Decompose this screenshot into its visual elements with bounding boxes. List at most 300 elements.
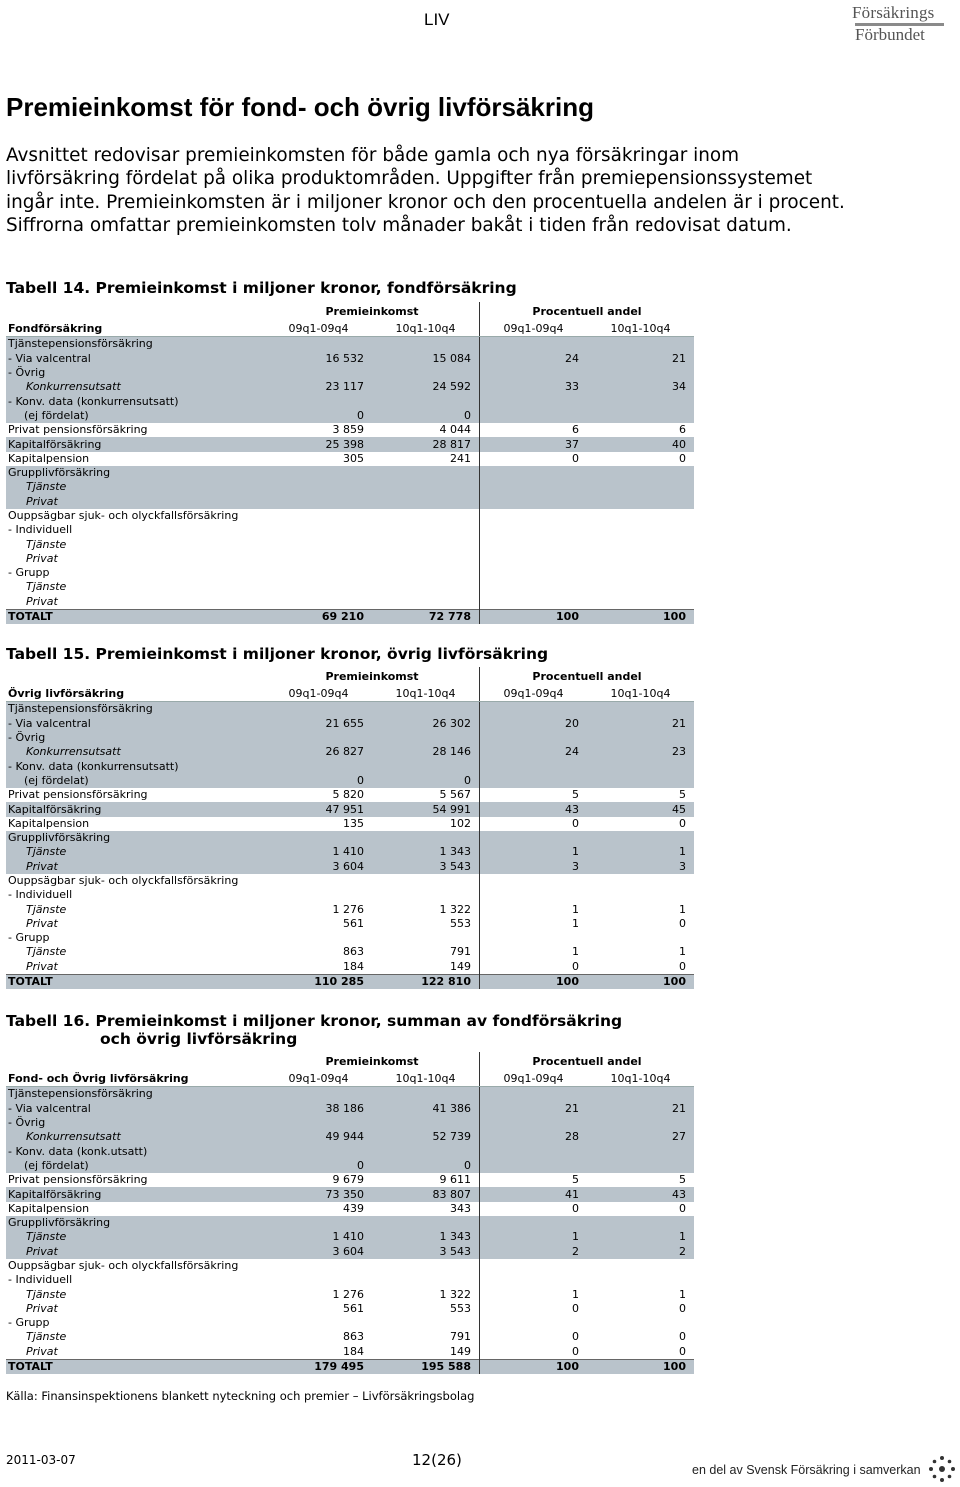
cell-value <box>372 480 480 494</box>
table-15-title: Tabell 15. Premieinkomst i miljoner kronor, övrig livförsäkring <box>6 645 549 663</box>
row-label: Tjänste <box>6 480 265 494</box>
table-row <box>6 409 694 423</box>
cell-value: 0 <box>265 774 372 788</box>
total-row <box>6 609 694 624</box>
cell-value: 21 <box>587 352 694 366</box>
cell-value <box>372 1144 480 1158</box>
cell-value: 20 <box>480 717 588 731</box>
cell-value <box>372 759 480 773</box>
cell-value <box>480 580 588 594</box>
intro-paragraph: Avsnittet redovisar premieinkomsten för både gamla och nya försäkringar inom livförsäkring fördelat på olika produktområden. Uppgifter från premiepensionssystemet ingår inte. Premieinkomsten är i miljoner kronor och den procentuella andelen är i procent. Siffrorna omfattar premieinkomsten tolv månader bakåt i tiden från redovisat datum. <box>6 145 845 236</box>
header-group-row <box>6 302 694 322</box>
cell-value <box>265 931 372 945</box>
cell-value: 3 543 <box>372 1245 480 1259</box>
cell-value: 561 <box>343 1301 364 1315</box>
cell-value: 0 <box>679 959 686 973</box>
table-row <box>6 366 694 380</box>
cell-value <box>265 552 372 566</box>
cell-value: 1 <box>572 916 579 930</box>
period-header: 10q1-10q4 <box>372 1072 480 1087</box>
row-label: Privat <box>26 1301 58 1315</box>
cell-value: 23 <box>587 745 694 759</box>
cell-value <box>372 595 480 610</box>
table-row <box>6 1302 694 1316</box>
table-16-title: Tabell 16. Premieinkomst i miljoner kronor, summan av fondförsäkring <box>6 1012 623 1030</box>
cell-value <box>480 702 588 717</box>
total-row <box>6 974 694 989</box>
cell-value: 135 <box>343 816 364 830</box>
cell-value <box>372 874 480 888</box>
first-column-header: Fond- och Övrig livförsäkring <box>6 1072 265 1087</box>
cell-value: 38 186 <box>265 1102 372 1116</box>
cell-value: 2 <box>587 1245 694 1259</box>
procentuell-andel-group-header: Procentuell andel <box>532 670 642 683</box>
row-label: - Individuell <box>8 523 73 537</box>
cell-value: 3 604 <box>265 1245 372 1259</box>
table-row <box>6 1330 694 1344</box>
table-row <box>6 480 694 494</box>
cell-value <box>265 1116 372 1130</box>
cell-value: 0 <box>572 959 579 973</box>
logo-line2: Förbundet <box>855 25 925 44</box>
cell-value: 0 <box>679 1301 686 1315</box>
cell-value: 3 <box>587 860 694 874</box>
period-header: 09q1-09q4 <box>265 1072 372 1087</box>
cell-value: 1 410 <box>265 1230 372 1244</box>
cell-value <box>372 394 480 408</box>
table-row <box>6 423 694 437</box>
cell-value <box>372 888 480 902</box>
cell-value: 184 <box>343 959 364 973</box>
row-label: Grupplivförsäkring <box>6 831 265 845</box>
cell-value <box>480 552 588 566</box>
source-note: Källa: Finansinspektionens blankett nyteckning och premier – Livförsäkringsbolag <box>6 1389 475 1403</box>
header-group-row <box>6 667 694 687</box>
cell-value: 184 <box>343 1344 364 1358</box>
cell-value: 4 044 <box>372 423 480 437</box>
period-header: 10q1-10q4 <box>587 687 694 702</box>
cell-value: 0 <box>679 1344 686 1358</box>
svensk-forsakring-star-icon <box>928 1455 956 1483</box>
cell-value: 5 <box>572 788 579 802</box>
cell-value: 863 <box>343 945 364 959</box>
cell-value: 45 <box>587 802 694 816</box>
cell-value <box>480 1216 588 1230</box>
period-header: 09q1-09q4 <box>265 322 372 337</box>
row-label: Privat pensionsförsäkring <box>8 788 148 802</box>
cell-value <box>587 337 694 352</box>
cell-value <box>587 1316 694 1330</box>
first-column-header: Övrig livförsäkring <box>6 687 265 702</box>
total-value: 100 <box>587 609 694 624</box>
period-header: 10q1-10q4 <box>587 1072 694 1087</box>
cell-value <box>587 580 694 594</box>
cell-value <box>265 566 372 580</box>
cell-value <box>372 931 480 945</box>
row-label: Konkurrensutsatt <box>6 745 265 759</box>
table-row <box>6 394 694 408</box>
cell-value: 6 <box>679 423 686 437</box>
row-label: Privat <box>26 1344 58 1358</box>
cell-value: 47 951 <box>265 802 372 816</box>
cell-value: 27 <box>587 1130 694 1144</box>
cell-value <box>265 1259 372 1273</box>
table-row <box>6 537 694 551</box>
cell-value <box>265 466 372 480</box>
cell-value <box>480 466 588 480</box>
cell-value: 1 <box>572 902 579 916</box>
cell-value <box>372 337 480 352</box>
cell-value: 26 827 <box>265 745 372 759</box>
row-label: Privat <box>6 860 265 874</box>
row-label: - Via valcentral <box>6 1102 265 1116</box>
footer-page-number: 12(26) <box>412 1451 462 1469</box>
cell-value: 305 <box>343 451 364 465</box>
table-row <box>6 437 694 451</box>
cell-value: 1 <box>480 1230 588 1244</box>
table-row <box>6 931 694 945</box>
cell-value: 21 <box>587 717 694 731</box>
table-16 <box>6 1052 694 1374</box>
table-row <box>6 831 694 845</box>
cell-value <box>372 831 480 845</box>
cell-value <box>587 1259 694 1273</box>
cell-value <box>265 702 372 717</box>
table-row <box>6 902 694 916</box>
cell-value <box>480 759 588 773</box>
cell-value <box>372 552 480 566</box>
cell-value <box>480 1316 588 1330</box>
cell-value <box>587 595 694 610</box>
cell-value <box>480 1144 588 1158</box>
total-value: 69 210 <box>265 609 372 624</box>
cell-value <box>587 774 694 788</box>
cell-value <box>587 1087 694 1102</box>
table-14 <box>6 302 694 624</box>
cell-value: 1 322 <box>372 1287 480 1301</box>
table-row <box>6 917 694 931</box>
cell-value: 0 <box>679 816 686 830</box>
cell-value: 15 084 <box>372 352 480 366</box>
cell-value <box>265 759 372 773</box>
cell-value: 553 <box>372 1302 480 1316</box>
row-label: - Övrig <box>6 1116 265 1130</box>
cell-value: 52 739 <box>372 1130 480 1144</box>
cell-value <box>480 1273 588 1287</box>
row-label: Tjänste <box>26 580 67 594</box>
total-value: 110 285 <box>265 974 372 989</box>
total-value: 100 <box>587 974 694 989</box>
cell-value: 40 <box>587 437 694 451</box>
cell-value <box>587 1216 694 1230</box>
cell-value: 21 <box>480 1102 588 1116</box>
period-header: 10q1-10q4 <box>587 322 694 337</box>
first-column-header: Fondförsäkring <box>6 322 265 337</box>
row-label: Privat <box>6 1245 265 1259</box>
row-label: (ej fördelat) <box>6 1159 265 1173</box>
cell-value: 24 592 <box>372 380 480 394</box>
cell-value: 3 543 <box>372 860 480 874</box>
row-label: (ej fördelat) <box>6 774 265 788</box>
total-value: 100 <box>480 974 588 989</box>
cell-value: 5 820 <box>332 788 364 802</box>
cell-value: 54 991 <box>372 802 480 816</box>
cell-value: 5 567 <box>372 788 480 802</box>
row-label: Tjänste <box>26 945 67 959</box>
cell-value <box>372 580 480 594</box>
table-row <box>6 845 694 859</box>
total-value: 122 810 <box>372 974 480 989</box>
cell-value: 0 <box>372 409 480 423</box>
row-label: Grupplivförsäkring <box>6 466 265 480</box>
table-row <box>6 1087 694 1102</box>
table-row <box>6 1216 694 1230</box>
cell-value <box>480 480 588 494</box>
row-label: Tjänstepensionsförsäkring <box>6 702 265 717</box>
row-label: Tjänste <box>6 1230 265 1244</box>
cell-value: 5 <box>572 1173 579 1187</box>
cell-value: 553 <box>372 917 480 931</box>
table-row <box>6 788 694 802</box>
row-label: Privat <box>6 495 265 509</box>
cell-value <box>587 366 694 380</box>
header-period-row <box>6 1072 694 1087</box>
cell-value: 28 817 <box>372 437 480 451</box>
cell-value <box>265 874 372 888</box>
table-row <box>6 580 694 594</box>
row-label: Ouppsägbar sjuk- och olyckfallsförsäkring <box>8 1259 239 1272</box>
table-row <box>6 1159 694 1173</box>
cell-value: 149 <box>372 1345 480 1360</box>
cell-value <box>480 1116 588 1130</box>
row-label: (ej fördelat) <box>6 409 265 423</box>
procentuell-andel-group-header: Procentuell andel <box>532 1055 642 1068</box>
cell-value <box>587 509 694 523</box>
table-row <box>6 1116 694 1130</box>
cell-value <box>265 480 372 494</box>
row-label: Tjänste <box>26 1287 67 1301</box>
cell-value <box>480 409 588 423</box>
row-label: Ouppsägbar sjuk- och olyckfallsförsäkring <box>8 874 239 887</box>
cell-value: 0 <box>679 1330 686 1344</box>
cell-value: 3 604 <box>265 860 372 874</box>
cell-value <box>372 1087 480 1102</box>
row-label: Tjänste <box>26 1330 67 1344</box>
cell-value: 1 276 <box>332 1287 364 1301</box>
cell-value <box>372 566 480 580</box>
table-row <box>6 1273 694 1287</box>
cell-value: 149 <box>372 960 480 975</box>
row-label: Tjänstepensionsförsäkring <box>6 1087 265 1102</box>
cell-value <box>480 495 588 509</box>
row-label: Kapitalpension <box>8 1201 90 1215</box>
row-label: Kapitalförsäkring <box>6 1187 265 1201</box>
cell-value: 28 <box>480 1130 588 1144</box>
cell-value: 23 117 <box>265 380 372 394</box>
cell-value <box>587 1116 694 1130</box>
cell-value <box>480 831 588 845</box>
total-value: 195 588 <box>372 1359 480 1374</box>
cell-value <box>480 888 588 902</box>
cell-value <box>587 1144 694 1158</box>
total-value: 179 495 <box>265 1359 372 1374</box>
cell-value: 102 <box>372 817 480 831</box>
table-row <box>6 860 694 874</box>
cell-value <box>265 337 372 352</box>
cell-value: 0 <box>572 816 579 830</box>
table-row <box>6 774 694 788</box>
cell-value <box>587 731 694 745</box>
cell-value: 791 <box>372 945 480 959</box>
cell-value: 0 <box>572 1301 579 1315</box>
cell-value: 33 <box>480 380 588 394</box>
cell-value: 9 679 <box>332 1173 364 1187</box>
cell-value <box>480 1259 588 1273</box>
row-label: Konkurrensutsatt <box>6 1130 265 1144</box>
table-row <box>6 1187 694 1201</box>
footer-tagline: en del av Svensk Försäkring i samverkan <box>692 1463 921 1477</box>
table-row <box>6 495 694 509</box>
total-label: TOTALT <box>6 1359 265 1374</box>
cell-value: 1 <box>587 845 694 859</box>
cell-value: 1 <box>679 1287 686 1301</box>
premieinkomst-group-header: Premieinkomst <box>265 667 480 687</box>
cell-value: 0 <box>679 1201 686 1215</box>
table-row <box>6 566 694 580</box>
cell-value <box>587 702 694 717</box>
row-label: Privat <box>26 916 58 930</box>
cell-value: 5 <box>679 788 686 802</box>
cell-value <box>480 595 588 610</box>
cell-value <box>480 566 588 580</box>
table-row <box>6 380 694 394</box>
cell-value <box>265 1144 372 1158</box>
cell-value <box>480 874 588 888</box>
table-row <box>6 1230 694 1244</box>
table-row <box>6 888 694 902</box>
row-label: - Grupp <box>8 566 50 580</box>
cell-value: 21 655 <box>265 717 372 731</box>
cell-value: 1 <box>480 845 588 859</box>
cell-value: 0 <box>679 451 686 465</box>
cell-value <box>372 1259 480 1273</box>
cell-value: 43 <box>480 802 588 816</box>
table-row <box>6 509 694 523</box>
table-row <box>6 702 694 717</box>
cell-value <box>480 774 588 788</box>
cell-value: 1 <box>679 945 686 959</box>
cell-value: 439 <box>343 1201 364 1215</box>
row-label: Privat pensionsförsäkring <box>8 423 148 437</box>
table-row <box>6 595 694 610</box>
cell-value <box>265 509 372 523</box>
cell-value: 16 532 <box>265 352 372 366</box>
cell-value: 1 <box>572 1287 579 1301</box>
cell-value <box>265 1216 372 1230</box>
table-15 <box>6 667 694 989</box>
cell-value: 49 944 <box>265 1130 372 1144</box>
cell-value <box>587 1159 694 1173</box>
table-row <box>6 759 694 773</box>
cell-value: 24 <box>480 352 588 366</box>
cell-value: 6 <box>572 423 579 437</box>
cell-value <box>587 552 694 566</box>
table-row <box>6 552 694 566</box>
header-period-row <box>6 322 694 337</box>
cell-value: 1 276 <box>332 902 364 916</box>
cell-value <box>372 731 480 745</box>
table-row <box>6 745 694 759</box>
cell-value <box>372 495 480 509</box>
cell-value: 1 <box>572 945 579 959</box>
row-label: - Konv. data (konk.utsatt) <box>6 1144 265 1158</box>
cell-value <box>265 888 372 902</box>
cell-value <box>372 1273 480 1287</box>
cell-value: 241 <box>372 452 480 466</box>
cell-value <box>265 366 372 380</box>
cell-value <box>265 580 372 594</box>
cell-value: 863 <box>343 1330 364 1344</box>
cell-value <box>480 337 588 352</box>
row-label: - Övrig <box>6 366 265 380</box>
cell-value <box>587 931 694 945</box>
cell-value: 28 146 <box>372 745 480 759</box>
row-label: - Övrig <box>6 731 265 745</box>
cell-value <box>265 1273 372 1287</box>
total-label: TOTALT <box>6 974 265 989</box>
total-value: 100 <box>480 609 588 624</box>
period-header: 10q1-10q4 <box>372 322 480 337</box>
cell-value <box>265 537 372 551</box>
cell-value: 0 <box>572 1330 579 1344</box>
table-row <box>6 1287 694 1301</box>
table-row <box>6 452 694 466</box>
cell-value <box>480 509 588 523</box>
cell-value: 1 <box>679 902 686 916</box>
row-label: Konkurrensutsatt <box>6 380 265 394</box>
cell-value: 1 322 <box>372 902 480 916</box>
cell-value <box>372 523 480 537</box>
procentuell-andel-group-header: Procentuell andel <box>532 305 642 318</box>
footer-date: 2011-03-07 <box>6 1453 76 1467</box>
cell-value: 343 <box>372 1202 480 1216</box>
cell-value <box>372 537 480 551</box>
table-row <box>6 352 694 366</box>
table-row <box>6 717 694 731</box>
cell-value <box>480 394 588 408</box>
cell-value: 0 <box>572 1201 579 1215</box>
cell-value <box>480 523 588 537</box>
cell-value: 0 <box>572 451 579 465</box>
cell-value <box>587 888 694 902</box>
cell-value <box>587 1273 694 1287</box>
cell-value: 83 807 <box>372 1187 480 1201</box>
table-row <box>6 945 694 959</box>
cell-value <box>587 537 694 551</box>
cell-value: 561 <box>343 916 364 930</box>
row-label: Privat pensionsförsäkring <box>8 1173 148 1187</box>
section-header: LIV <box>424 10 450 29</box>
cell-value: 3 <box>480 860 588 874</box>
period-header: 09q1-09q4 <box>265 687 372 702</box>
cell-value: 0 <box>265 1159 372 1173</box>
cell-value <box>587 831 694 845</box>
cell-value <box>372 466 480 480</box>
row-label: - Via valcentral <box>6 717 265 731</box>
row-label: Kapitalförsäkring <box>6 437 265 451</box>
table-row <box>6 874 694 888</box>
cell-value <box>372 1216 480 1230</box>
